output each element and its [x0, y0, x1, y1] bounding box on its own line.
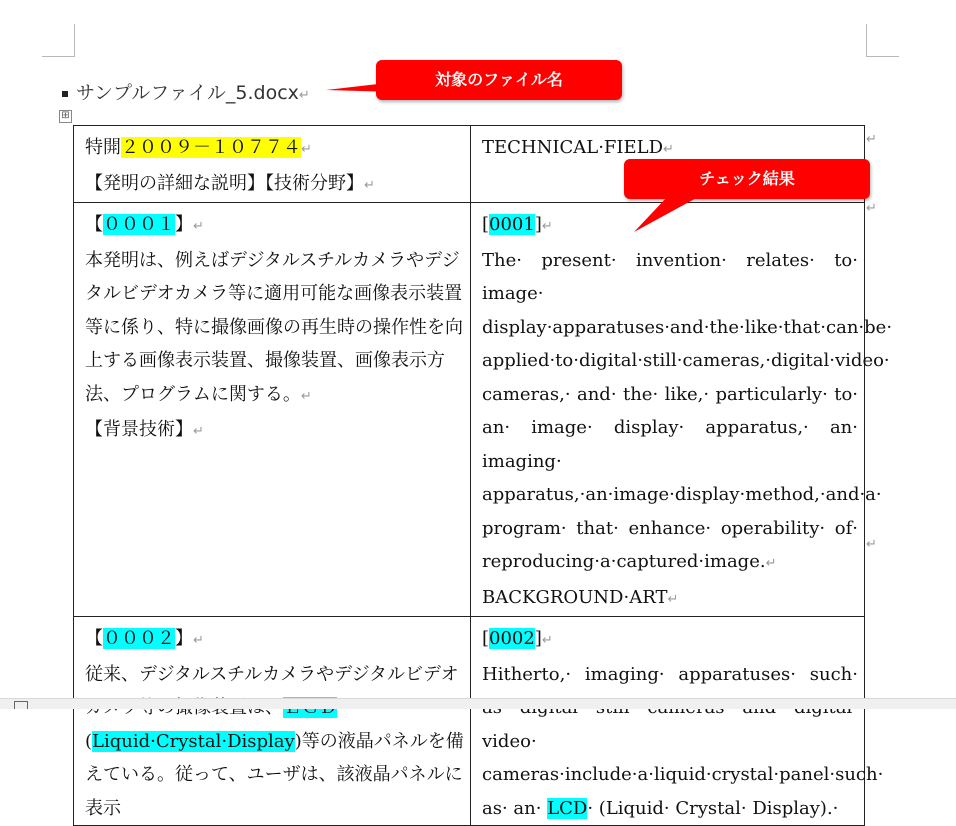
- ja-paragraph-number: [85, 208, 464, 244]
- ja-patent-line: [85, 131, 464, 167]
- document-heading[interactable]: [62, 78, 310, 105]
- bracket-open: [: [482, 628, 490, 649]
- paragraph-mark-icon: ↵: [298, 88, 310, 103]
- paragraph-mark-icon: ↵: [193, 424, 204, 439]
- page-corner-mark-left: [42, 24, 75, 57]
- check-result-callout-label: チェック結果: [699, 169, 795, 188]
- table-row: [74, 617, 865, 826]
- ja-section-heading: [85, 167, 464, 203]
- bracket-close: 】: [175, 214, 193, 235]
- row-end-mark-icon: ↵: [866, 132, 877, 147]
- page-corner-mark-right: [866, 24, 899, 57]
- bracket-close: 】: [175, 628, 193, 649]
- en-section-heading: [482, 581, 858, 617]
- en-paragraph-number: [482, 208, 858, 244]
- file-name-callout-label: 対象のファイル名: [435, 70, 563, 89]
- ja-patent-prefix: 特開: [85, 137, 121, 158]
- row-end-mark-icon: ↵: [866, 201, 877, 216]
- ja-paragraph-body: [85, 658, 464, 826]
- paragraph-mark-icon: ↵: [667, 591, 679, 607]
- ja-highlight-term: Liquid·Crystal·Display: [92, 730, 295, 752]
- paragraph-mark-icon: ↵: [193, 219, 204, 234]
- ja-patent-number: ２００９－１０７７４: [121, 137, 301, 158]
- table-move-handle-icon[interactable]: ⊞: [59, 110, 72, 123]
- bracket-open: 【: [85, 214, 103, 235]
- en-paragraph-body: [482, 244, 893, 581]
- table-cell-japanese[interactable]: [74, 617, 471, 826]
- bullet-icon: [62, 91, 68, 97]
- paragraph-mark-icon: ↵: [663, 142, 674, 157]
- translation-table: [73, 125, 893, 826]
- ja-paragraph-text: )等の液晶パネルを備えている。従って、ユーザは、該液晶パネルに表示: [85, 730, 464, 819]
- en-paragraph-text: · (Liquid· Crystal· Display).·: [587, 797, 839, 819]
- bracket-close: ]: [534, 628, 542, 649]
- en-paragraph-number-text: 0002: [489, 628, 535, 649]
- ja-section-heading-text: 【背景技術】: [85, 419, 193, 440]
- table-cell-english[interactable]: [471, 203, 893, 617]
- paragraph-mark-icon: ↵: [364, 177, 375, 193]
- paragraph-mark-icon: ↵: [541, 633, 553, 648]
- ja-paragraph-text: 本発明は、例えばデジタルスチルカメラやデジタルビデオカメラ等に適用可能な画像表示装置等に係り、特に撮像画像の再生時の操作性を向上する画像表示装置、撮像装置、画像表示方法、プログラムに関する。: [85, 249, 463, 405]
- ja-paragraph-text: (: [85, 730, 93, 752]
- ja-paragraph-number-text: ０００２: [103, 628, 175, 649]
- bracket-open: 【: [85, 628, 103, 649]
- table-row: [74, 203, 865, 617]
- table-cell-japanese[interactable]: [74, 126, 471, 203]
- ja-section-heading: [85, 413, 464, 449]
- ja-paragraph-body: [85, 244, 464, 414]
- row-end-mark-icon: ↵: [866, 537, 877, 552]
- file-name-callout: [376, 60, 622, 100]
- en-highlight-lcd: LCD: [547, 797, 588, 819]
- check-result-callout: [624, 159, 870, 199]
- ja-paragraph-text: 従来、デジタルスチルカメラやデジタルビデオ: [85, 663, 459, 685]
- paragraph-mark-icon: ↵: [765, 556, 777, 571]
- paragraph-mark-icon: ↵: [301, 142, 312, 157]
- en-paragraph-number-text: 0001: [489, 214, 535, 235]
- en-paragraph-body: [482, 658, 884, 826]
- en-section-heading-text: BACKGROUND·ART: [482, 586, 668, 608]
- ja-section-heading-text: 【発明の詳細な説明】【技術分野】: [85, 172, 364, 194]
- en-paragraph-number: [482, 622, 858, 658]
- table-cell-japanese[interactable]: [74, 203, 471, 617]
- bracket-close: ]: [534, 214, 542, 235]
- file-name-text: サンプルファイル_5.docx: [76, 82, 299, 104]
- en-section-heading-text: TECHNICAL·FIELD: [482, 137, 664, 158]
- paragraph-mark-icon: ↵: [300, 388, 312, 404]
- ja-paragraph-number: [85, 622, 464, 658]
- en-paragraph-text: The· present· invention· relates· to· image· display·apparatuses·and·the·like·that·can·be· applied·to·digital·still·cameras,·digital·video· cameras,· and· the· like,· particularly· to· an· image· display· apparatus,· an· imaging· apparatus,·an·image·display·method,·and·a· program· that· enhance· operability· of· reproducing·a·captured·image.: [482, 249, 893, 572]
- status-bar: [0, 698, 956, 709]
- table-cell-english[interactable]: [471, 617, 884, 826]
- paragraph-mark-icon: ↵: [541, 219, 553, 234]
- bracket-open: [: [482, 214, 490, 235]
- en-paragraph-text: Hitherto,· imaging· apparatuses· such· video· cameras·include·a·liquid·crystal·panel·such· as· an·: [482, 663, 884, 819]
- paragraph-mark-icon: ↵: [193, 633, 204, 648]
- ja-paragraph-number-text: ０００１: [103, 214, 175, 235]
